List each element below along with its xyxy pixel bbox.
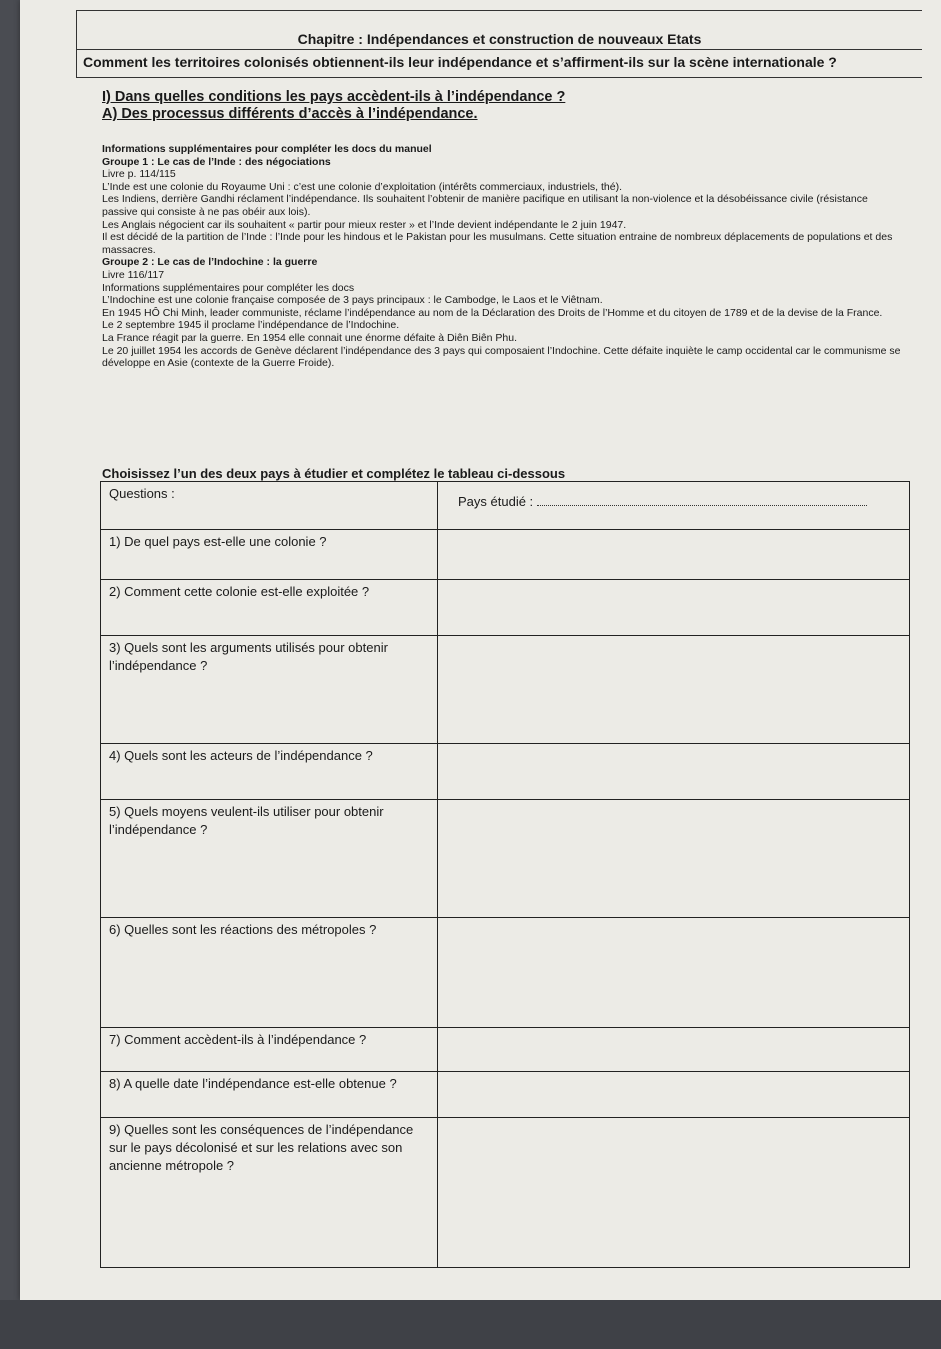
table-row: [101, 800, 910, 918]
table-row: [101, 1118, 910, 1268]
questions-header: Questions :: [101, 482, 438, 530]
table-row: [101, 1072, 910, 1118]
group2-intro: Informations supplémentaires pour compléter les docs: [102, 281, 355, 294]
question-4: 4) Quels sont les acteurs de l’indépendance ?: [101, 744, 438, 800]
group1-line: Il est décidé de la partition de l’Inde : l’Inde pour les hindous et le Pakistan pour les musulmans. Cette situation entraine de nombreux déplacements de populations et des massacres.: [102, 231, 893, 256]
question-9: 9) Quelles sont les conséquences de l’indépendance sur le pays décolonisé et sur les relations avec son ancienne métropole ?: [101, 1118, 438, 1268]
group1-title: Groupe 1 : Le cas de l’Inde : des négociations: [102, 155, 331, 168]
section-part-1: I) Dans quelles conditions les pays accèdent-ils à l’indépendance ?: [102, 89, 566, 105]
group2-line: La France réagit par la guerre. En 1954 elle connait une énorme défaite à Diên Biên Phu.: [102, 331, 518, 344]
table-row: [101, 580, 910, 636]
header-divider: [77, 49, 922, 50]
group1-block: [102, 143, 902, 370]
group1-intro: Informations supplémentaires pour compléter les docs du manuel: [102, 143, 432, 155]
table-header-row: [101, 482, 910, 530]
main-question: Comment les territoires colonisés obtiennent-ils leur indépendance et s’affirment-ils sur la scène internationale ?: [83, 54, 837, 70]
group2-line: Le 20 juillet 1954 les accords de Genève déclarent l’indépendance des 3 pays qui composaient l’Indochine. Cette défaite inquiète le camp occidental car le communisme se développe en Asie (contexte de la Guerre Froide).: [102, 344, 901, 370]
question-1: 1) De quel pays est-elle une colonie ?: [101, 530, 438, 580]
answer-cell-3[interactable]: [438, 636, 910, 744]
table-row: [101, 744, 910, 800]
background-fabric: [0, 1300, 941, 1349]
header-box: [76, 10, 922, 78]
table-row: [101, 636, 910, 744]
table-row: [101, 918, 910, 1028]
table-row: [101, 530, 910, 580]
group2-book: Livre 116/117: [102, 268, 165, 281]
section-part-a: A) Des processus différents d’accès à l’indépendance.: [102, 106, 478, 122]
group1-line: Les Indiens, derrière Gandhi réclament l’indépendance. Ils souhaitent l’obtenir de manière pacifique en utilisant la non-violence et la désobéissance civile (résistance passive qui consiste à ne pas obéir aux lois).: [102, 193, 868, 218]
group1-book: Livre p. 114/115: [102, 168, 176, 181]
question-7: 7) Comment accèdent-ils à l’indépendance ?: [101, 1028, 438, 1072]
group2-line: L’Indochine est une colonie française composée de 3 pays principaux : le Cambodge, le Laos et le Viêtnam.: [102, 294, 603, 307]
group2-title: Groupe 2 : Le cas de l’Indochine : la guerre: [102, 256, 318, 269]
question-2: 2) Comment cette colonie est-elle exploitée ?: [101, 580, 438, 636]
chapter-title: Chapitre : Indépendances et construction de nouveaux Etats: [297, 31, 702, 47]
instruction: Choisissez l’un des deux pays à étudier et complétez le tableau ci-dessous: [102, 466, 566, 481]
question-5: 5) Quels moyens veulent-ils utiliser pour obtenir l’indépendance ?: [101, 800, 438, 918]
table-row: [101, 1028, 910, 1072]
answer-cell-4[interactable]: [438, 744, 910, 800]
answer-cell-8[interactable]: [438, 1072, 910, 1118]
group2-line: Le 2 septembre 1945 il proclame l’indépendance de l’Indochine.: [102, 319, 400, 332]
group2-line: En 1945 HÔ Chi Minh, leader communiste, réclame l’indépendance au nom de la Déclaration des Droits de l’Homme et du citoyen de 1789 et de la devise de la France.: [102, 306, 883, 319]
answer-cell-6[interactable]: [438, 918, 910, 1028]
pays-header[interactable]: Pays étudié :: [438, 482, 910, 530]
answer-cell-5[interactable]: [438, 800, 910, 918]
group1-line: Les Anglais négocient car ils souhaitent « partir pour mieux rester » et l’Inde devient indépendante le 2 juin 1947.: [102, 218, 627, 231]
question-table: [100, 481, 910, 1268]
question-8: 8) A quelle date l’indépendance est-elle obtenue ?: [101, 1072, 438, 1118]
question-3: 3) Quels sont les arguments utilisés pour obtenir l’indépendance ?: [101, 636, 438, 744]
group1-line: L’Inde est une colonie du Royaume Uni : c’est une colonie d’exploitation (intérêts commerciaux, industriels, thé).: [102, 180, 623, 193]
answer-cell-2[interactable]: [438, 580, 910, 636]
answer-cell-1[interactable]: [438, 530, 910, 580]
answer-cell-7[interactable]: [438, 1028, 910, 1072]
question-6: 6) Quelles sont les réactions des métropoles ?: [101, 918, 438, 1028]
answer-cell-9[interactable]: [438, 1118, 910, 1268]
